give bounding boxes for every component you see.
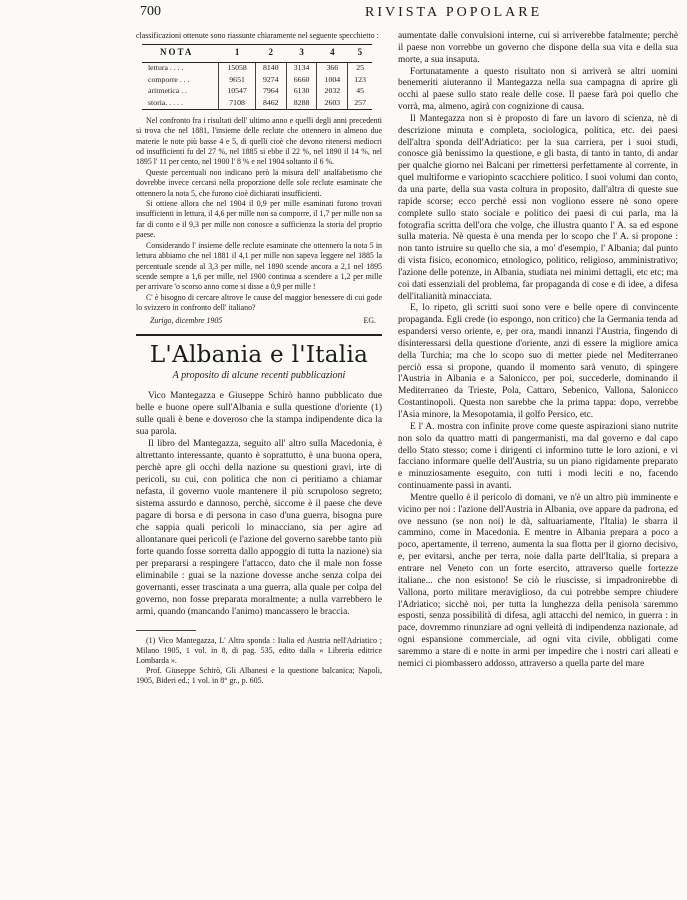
paragraph: Fortunatamente a questo risultato non si arriverà se altri uomini benemeriti aiuteranno il Mantegazza nella sua campagna di aprire gli occhi al paese sullo stato reale delle cose. Il paese farà poi quello che vorrà, ma, almeno, agirà con cognizione di causa. [398,66,678,113]
table-cell: 366 [317,62,348,74]
table-header-row [142,45,372,62]
page-number: 700 [140,4,161,19]
table-header-cell: 4 [317,45,348,62]
table-cell: 7964 [255,86,286,98]
running-title: RIVISTA POPOLARE [365,5,543,20]
table-header-cell: NOTA [142,45,219,62]
article-body-left [136,390,382,618]
paragraph: Il Mantegazza non si è proposto di fare un lavoro di scienza, nè di descrizione minuta e completa, sociologica, politica, etc. dei paesi dell'altra sponda dell'Adriatico: per la sua carriera, per i suoi studi, conosce già benissimo la questione, e gli basta, di tanto in tanto, di andar per qualche giorno nei Balcani per rimettersi perfettamente al corrente, in quel multiforme e variopinto scacchiere politico. I suoi volumi dan conto, da una parte, della sua vasta coltura in proposito, dall'altra di queste sue rapide scorse; ecco perchè essi non vogliono essere nè sono opere complete sullo stato sociale e politico dei paesi di cui parla, ma la fotografia scritta dell'ora che volge, che illustra quanto l' A. sa ed espone sulla materia. Nè questa è una menda per lo scopo che l' A. si propone : non tanto istruire su quello che sia, a mo' d'esempio, l' Albania; dal punto di vista fisico, economico, etnologico, politico, religioso, amministrativo; l'azione delle potenze, in Albania, studiata nei minimi dettagli, etc etc; ma coi dati essenziali del problema, far propaganda di cose e di idee, a difesa dell'italianità minacciata. [398,113,678,302]
footnotes [136,636,382,686]
table-cell: 2603 [317,97,348,109]
previous-article-tail [136,31,382,326]
table-cell: 123 [348,74,372,86]
paragraph: aumentate dalle convulsioni interne, cui si arriverebbe fatalmente; perchè il paese non vorrebbe un governo che dispone della sua vita e della sua morte, a sua insaputa. [398,31,678,65]
table-cell: 25 [348,62,372,74]
table-cell: 45 [348,86,372,98]
table-cell: 9651 [219,74,256,86]
table-row [142,74,372,86]
footnote: Prof. Giuseppe Schirò, Gli Albanesi e la questione balcanica; Napoli, 1905, Bideri ed.; 1 vol. in 8° gr., p. 605. [136,665,382,685]
table-cell: 8288 [286,97,317,109]
paragraph: C' è bisogno di cercare altrove le cause del maggior benessere di cui gode lo svizzero in confronto dell' italiano? [136,292,382,313]
table-intro: classificazioni ottenute sono riassunte chiaramente nel seguente specchietto : [136,31,379,40]
table-cell: 10547 [219,86,256,98]
paragraph: Nel confronto fra i risultati dell' ultimo anno e quelli degli anni precedenti si trova che nel 1881, l'insieme delle reclute che ottennero in almeno due materie le note più basse 4 e 5, di quelli cioè che devono ritenersi mediocri od insufficienti fu del 27 %, nel 1885 si ebbe il 22 %, nel 1890 il 14 %, nel 1895 l' 11 per cento, nel 1900 l' 8 % e nel 1904 soltanto il 6 %. [136,115,382,167]
section-divider [136,334,382,336]
paragraph: Vico Mantegazza e Giuseppe Schirò hanno pubblicato due belle e buone opere sull'Albania e sulla questione d'oriente (1) sulle quali è bene e doveroso che la stampa indipendente dica la sua parola. [136,390,382,437]
table-cell: 6660 [286,74,317,86]
table-header-cell: 5 [348,45,372,62]
dateline [136,316,382,326]
table-header-cell: 1 [219,45,256,62]
table-cell: 15058 [219,62,256,74]
paragraph: Queste percentuali non indicano però la misura dell' analfabetismo che dovrebbe invece cercarsi nella proporzione delle sole reclute esaminate che ottennero la nota 5, che furono cioè dichiarati insufficienti. [136,167,382,198]
table-cell: 6130 [286,86,317,98]
paragraph: Si ottiene allora che nel 1904 il 0,9 per mille esaminati furono trovati insufficienti in lettura, il 4,6 per mille non sa comporre, il 1,7 per mille non sa far di conto e il 9,3 per mille non conosce a sufficienza la storia del proprio paese. [136,199,382,240]
paragraph: Mentre quello è il pericolo di domani, ve n'è un altro più imminente e vicino per noi : l'azione dell'Austria in Albania, ove appare da padrona, ed ove nessuno (se non noi) le dà, saltuariamente, l'Italia) le sbarra il cammino, come in Macedonia. E mentre in Albania prepara a poco a poco, apertamente, il terreno, aumenta la sua flotta per il giorno decisivo, e, per evitarsi, anche per terra, noie dalla parte dell'Italia, si prepara a entrare nel Veneto con un forte esercito, attraverso quelle fortezze italiane... che non esistono! Se ciò le riuscisse, si impadronirebbe di Vallona, porto militare meraviglioso, da cui potrebbe sempre chiudere l'Adriatico; sicchè noi, per tutta la lunghezza della penisola saremmo esposti, senza possibilità di difesa, agli attacchi del nemico, in guerra : in pace, dovremmo rinunziare ad ogni velleità di indipendenza nazionale, ad ogni espansione commerciale, ad ogni vita civile, obbligati come saremmo a stare di e notte in armi per impedire che i nostri cari alleati e nemici ci piombassero addosso, attraverso a quella parte del mare [398,492,678,669]
table-cell: 3134 [286,62,317,74]
table-cell: 257 [348,97,372,109]
running-header [140,4,670,26]
table-cell-subject: lettura . . . . [148,63,184,73]
table-cell: 1004 [317,74,348,86]
paragraph: E l' A. mostra con infinite prove come queste aspirazioni siano nutrite non solo da quattro matti di pangermanisti, ma dal governo e dal capo dello Stato stesso; come i dirigenti ci informino tutte le loro azioni, e vi facciano informare quelle dell'Austria, su un piano rigidamente preparato e minuziosamente eseguito, con tutti i modi leciti e no, facendo continuamente passi in avanti. [398,421,678,492]
table-cell: 9274 [255,74,286,86]
footnote: (1) Vico Mantegazza, L' Altra sponda : Italia ed Austria nell'Adriatico ; Milano 1905, 1 vol. in 8, di pag. 535, edito dalla « Libreria editrice Lombarda ». [136,635,382,665]
left-column [136,31,382,686]
article-title: L'Albania e l'Italia [149,341,369,368]
date-text: Zurigo, dicembre 1905 [150,315,223,325]
author-signature: EG. [363,315,376,325]
table-cell: 2032 [317,86,348,98]
footnote-divider [136,630,196,631]
right-column [398,31,678,671]
table-cell: 7108 [219,97,256,109]
table-row [142,97,372,109]
table-cell-subject: comporre . . . [148,74,190,84]
table-row [142,62,372,74]
paragraph: Considerando l' insieme delle reclute esaminate che ottennero la nota 5 in lettura abbiamo che nel 1881 il 4,1 per mille non sapeva leggere nel 1885 la percentuale scende al 3,3 per mille, nel 1890 scende ancora a 2,1 nel 1895 scende sempre a 1,6 per mille, nel 1900 continua a scendere a 1,2 per mille per arrivare 'o scorso anno come si disse a 0,9 per mille ! [136,240,382,292]
table-cell-subject: storia. . . . . [142,97,219,109]
article-subtitle: A proposito di alcune recenti pubblicazioni [172,369,346,381]
article-body-right [398,31,678,671]
stats-table [142,44,372,109]
table-cell-subject: aritmetica . . [148,86,187,96]
table-header-cell: 3 [286,45,317,62]
paragraph: E, lo ripeto, gli scritti suoi sono vere e belle opere di convincente propaganda. Egli crede (io espongo, non critico) che la Germania tenda ad espandersi verso oriente, e, per ora, mandi innanzi l'Austria, fingendo di disinteressarsi della questione d'oriente, anzi di essere la migliore amica della Turchia; ma che lo scopo suo di metter piede nel Mediterraneo perciò essa si propone, quando il momento sarà venuto, di spingere l'Austria in Albania e a Salonicco, per poi, succederle, dominando il Mediterraneo da Trieste, Pola, Cattaro, Sebenico, Vallona, Salonicco Costantinopoli. Questa non sarebbe che la prima tappa: dopo, verrebbe l'Asia minore, la Mesopotamia, il golfo Persico, etc. [398,303,678,420]
paragraph: Il libro del Mantegazza, seguito all' altro sulla Macedonia, è altrettanto interessante, quanto è soprattutto, è una buona opera, perchè apre gli occhi della nazione su questioni gravi, irte di pericoli, su cui, con politica che non ci peritiamo a chiamar nefasta, il governo vuole mantenere il più scrupoloso segreto; sistema assurdo e dannoso, perchè, siccome è il paese che deve pagare di borsa e di persona in caso d'una guerra, bisogna pure che sappia quali pericoli lo minacciano, sia per agire ad allontanare quei pericoli (e l'azione del governo sarebbe tanto più forte quando fosse sorretta dallo appoggio di tutta la nazione) sia per prepararsi a respingere l'attacco, dato che il male non fosse eliminabile : guai se la nazione dovesse anche senza colpa dei governanti, esser trascinata a una guerra, alla quale per colpa del governo, non fosse preparata moralmente; a nulla varrebbero le armi, quando (mancando l'animo) mancassero le braccia. [136,438,382,617]
table-cell: 8140 [255,62,286,74]
table-row [142,86,372,98]
table-cell: 8462 [255,97,286,109]
table-header-cell: 2 [255,45,286,62]
